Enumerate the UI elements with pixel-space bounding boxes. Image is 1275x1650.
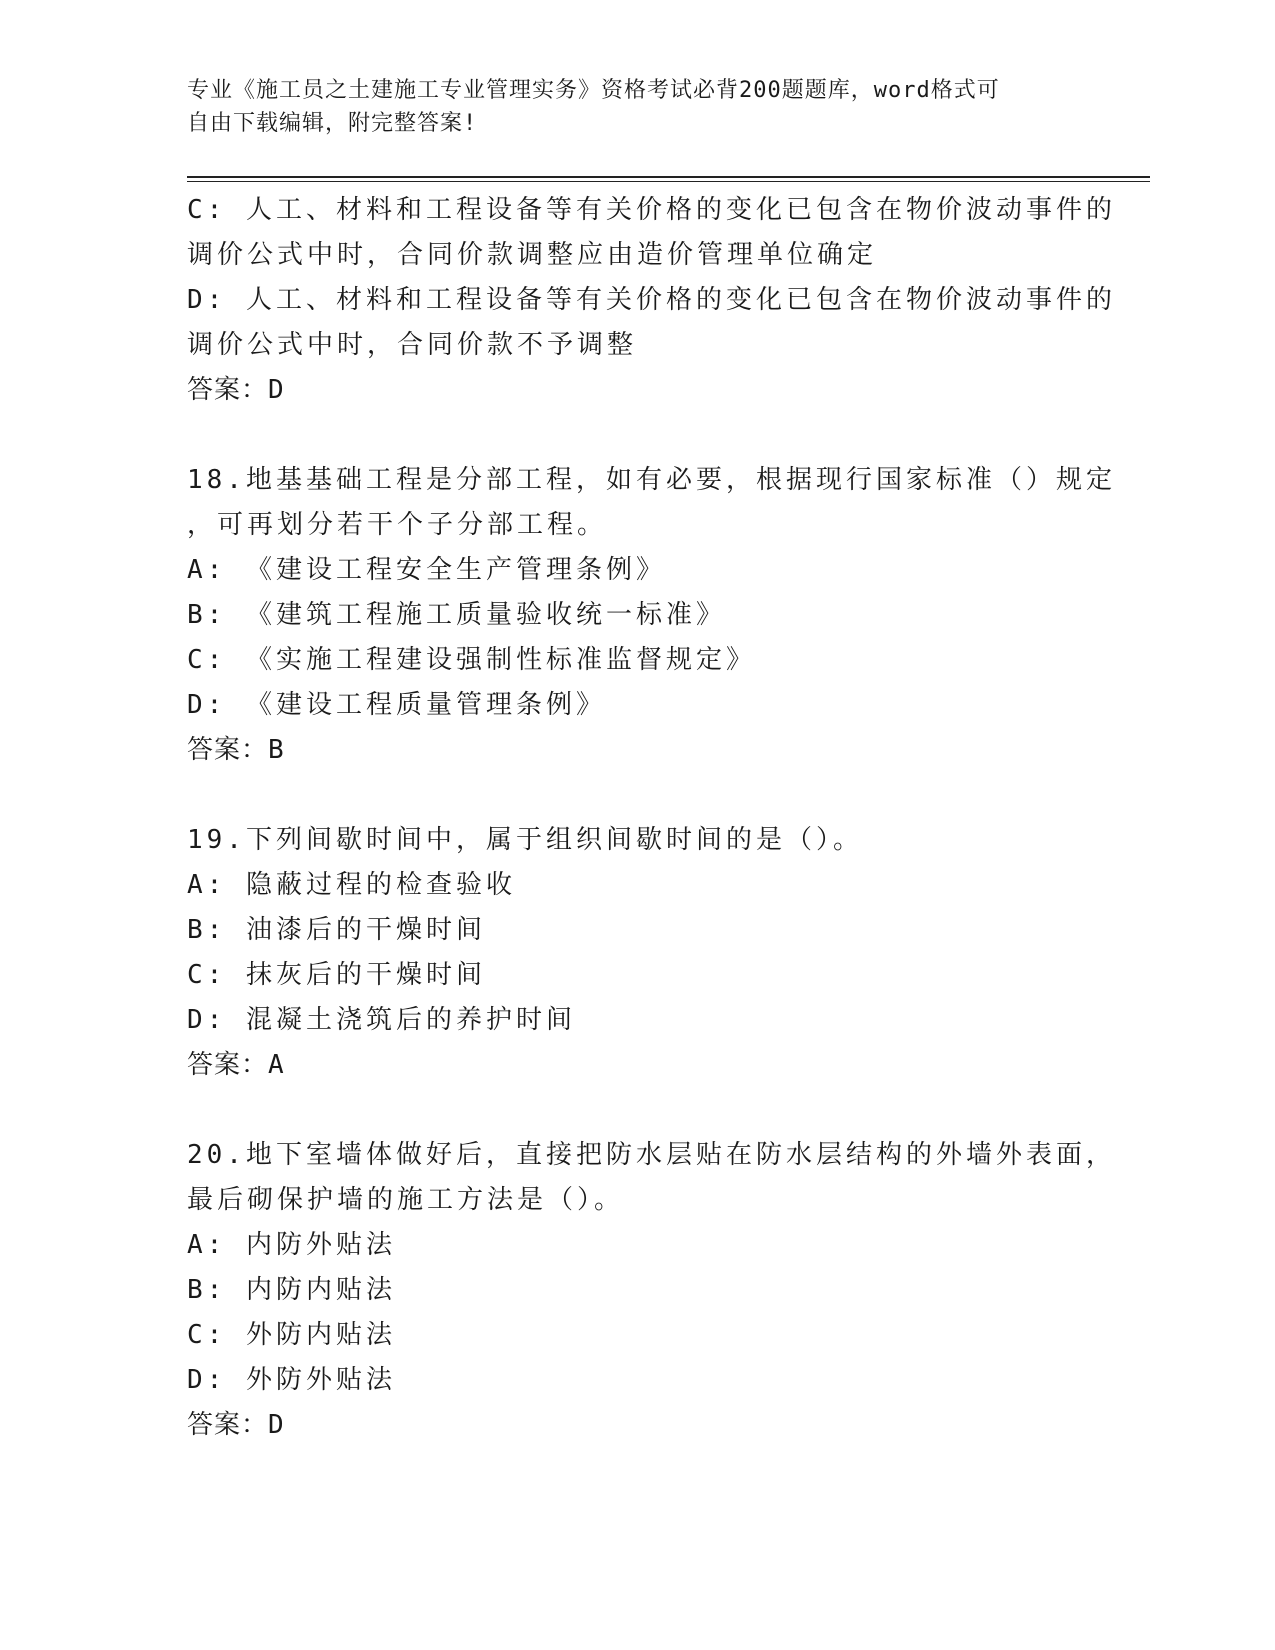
page-header (187, 74, 1067, 140)
option-c-line-1: C: 人工、材料和工程设备等有关价格的变化已包含在物价波动事件的 (187, 195, 1116, 225)
option-c: C: 外防内贴法 (187, 1320, 396, 1350)
option-d: D: 外防外贴法 (187, 1365, 396, 1395)
spacer (187, 413, 1087, 458)
option-a: A: 《建设工程安全生产管理条例》 (187, 555, 666, 585)
option-c: C: 《实施工程建设强制性标准监督规定》 (187, 645, 756, 675)
question-18 (187, 458, 1116, 773)
answer-line: 答案：B (187, 735, 285, 765)
answer-line: 答案：D (187, 375, 285, 405)
option-d: D: 混凝土浇筑后的养护时间 (187, 1005, 576, 1035)
option-d: D: 《建设工程质量管理条例》 (187, 690, 606, 720)
question-17-tail (187, 188, 1116, 413)
option-b: B: 《建筑工程施工质量验收统一标准》 (187, 600, 726, 630)
answer-line: 答案：D (187, 1410, 285, 1440)
question-stem-line-2: 最后砌保护墙的施工方法是（）。 (187, 1185, 625, 1215)
question-stem-line-1: 19.下列间歇时间中，属于组织间歇时间的是（）。 (187, 825, 863, 855)
question-stem-line-1: 18.地基基础工程是分部工程，如有必要，根据现行国家标准（）规定 (187, 465, 1116, 495)
option-a: A: 内防外贴法 (187, 1230, 396, 1260)
question-20 (187, 1133, 1116, 1448)
option-d-line-2: 调价公式中时，合同价款不予调整 (187, 330, 638, 360)
question-stem-line-2: ，可再划分若干个子分部工程。 (187, 510, 608, 540)
option-b: B: 油漆后的干燥时间 (187, 915, 486, 945)
answer-line: 答案：A (187, 1050, 285, 1080)
header-rule-thick (187, 176, 1150, 178)
option-c: C: 抹灰后的干燥时间 (187, 960, 486, 990)
spacer (187, 1088, 1087, 1133)
header-rule-thin (187, 181, 1150, 182)
question-19 (187, 818, 1087, 1088)
option-d-line-1: D: 人工、材料和工程设备等有关价格的变化已包含在物价波动事件的 (187, 285, 1116, 315)
option-a: A: 隐蔽过程的检查验收 (187, 870, 516, 900)
header-line-1: 专业《施工员之土建施工专业管理实务》资格考试必背200题题库，word格式可 (187, 78, 1000, 103)
spacer (187, 773, 1087, 818)
question-stem-line-1: 20.地下室墙体做好后，直接把防水层贴在防水层结构的外墙外表面， (187, 1140, 1116, 1170)
header-line-2: 自由下载编辑，附完整答案! (187, 111, 478, 136)
question-list (187, 188, 1116, 1448)
option-b: B: 内防内贴法 (187, 1275, 396, 1305)
option-c-line-2: 调价公式中时，合同价款调整应由造价管理单位确定 (187, 240, 878, 270)
